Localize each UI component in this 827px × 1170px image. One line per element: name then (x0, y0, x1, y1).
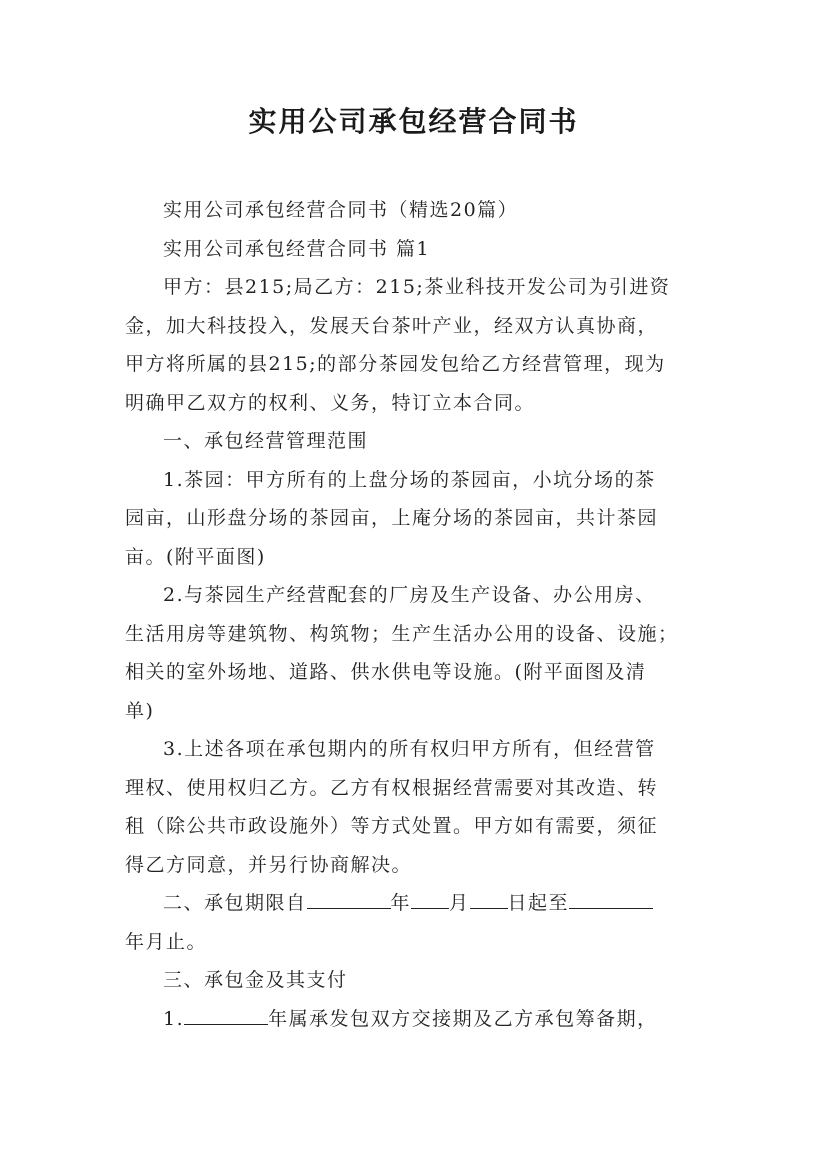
end-date-blank (569, 891, 653, 909)
term-line-1 (125, 884, 705, 923)
intro-paragraph (125, 268, 705, 422)
handover-year-blank (184, 1006, 268, 1024)
payment-item-text: 年属承发包双方交接期及乙方承包筹备期， (268, 1007, 658, 1030)
term-text-year: 年 (390, 892, 412, 914)
term-text-day: 日起至 (507, 892, 570, 914)
item-3-line-1: 3.上述各项在承包期内的所有权归甲方所有，但经营管 (163, 738, 656, 760)
intro-line-1: 甲方：县215;局乙方：215;茶业科技开发公司为引进资 (163, 276, 671, 298)
item-2-paragraph (125, 576, 705, 730)
payment-item-1 (125, 1000, 705, 1039)
item-3-paragraph (125, 730, 705, 884)
heading-scope (125, 422, 705, 461)
term-paragraph (125, 884, 705, 961)
start-month-blank (411, 891, 449, 909)
subtitle-text: 实用公司承包经营合同书（精选20篇） (163, 199, 519, 221)
start-year-blank (307, 891, 391, 909)
item-2-line-3: 相关的室外场地、道路、供水供电等设施。(附平面图及清 (125, 661, 647, 683)
item-2-line-2: 生活用房等建筑物、构筑物；生产生活办公用的设备、设施； (125, 622, 679, 645)
payment-item-number: 1. (163, 1007, 185, 1030)
start-day-blank (470, 891, 508, 909)
term-text-month: 月 (449, 892, 470, 914)
subtitle-paragraph (125, 191, 705, 230)
item-1-line-3: 亩。(附平面图) (125, 545, 266, 568)
item-3-line-2: 理权、使用权归乙方。乙方有权根据经营需要对其改造、转 (125, 776, 659, 799)
item-3-line-3: 租（除公共市政设施外）等方式处置。甲方如有需要，须征 (125, 815, 659, 837)
item-3-line-4: 得乙方同意，并另行协商解决。 (125, 853, 413, 876)
heading-payment (125, 961, 705, 1000)
part-heading-text: 实用公司承包经营合同书 篇1 (163, 237, 431, 260)
document-title: 实用公司承包经营合同书 (248, 105, 579, 138)
item-2-line-1: 2.与茶园生产经营配套的厂房及生产设备、办公用房、 (163, 584, 656, 606)
heading-scope-text: 一、承包经营管理范围 (163, 430, 369, 452)
heading-payment-text: 三、承包金及其支付 (163, 969, 348, 991)
item-1-line-1: 1.茶园：甲方所有的上盘分场的茶园亩，小坑分场的茶 (163, 468, 656, 491)
term-line-2: 年月止。 (125, 930, 208, 953)
intro-line-4: 明确甲乙双方的权利、义务，特订立本合同。 (125, 391, 536, 414)
item-1-line-2: 园亩，山形盘分场的茶园亩，上庵分场的茶园亩，共计茶园 (125, 507, 659, 529)
intro-line-2: 金，加大科技投入，发展天台茶叶产业，经双方认真协商， (125, 314, 659, 337)
item-1-paragraph (125, 461, 705, 577)
item-2-line-4: 单) (125, 699, 155, 722)
term-text-start: 二、承包期限自 (163, 892, 307, 914)
payment-item-1-line-1 (125, 1000, 705, 1039)
intro-line-3: 甲方将所属的县215;的部分茶园发包给乙方经营管理，现为 (125, 353, 666, 375)
document-body (125, 191, 705, 1038)
section-heading-part1 (125, 230, 705, 269)
